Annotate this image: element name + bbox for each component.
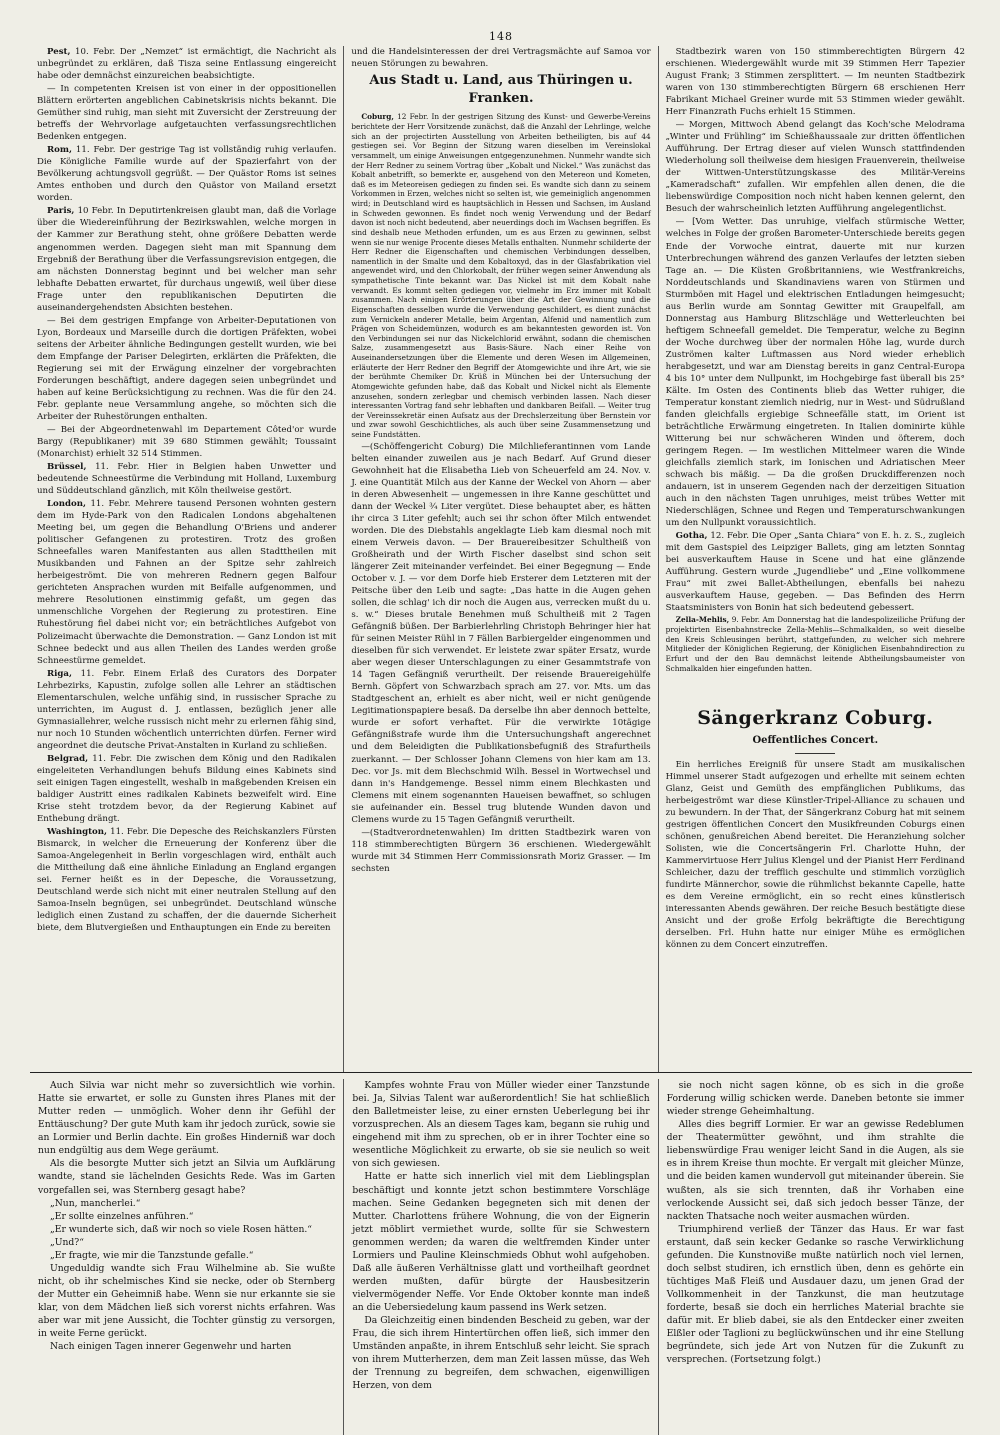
paragraph-text: Nach einigen Tagen innerer Gegenwehr und harten (50, 1341, 292, 1353)
paragraph (666, 216, 965, 529)
paragraph (38, 1223, 335, 1236)
paragraph (38, 1236, 335, 1249)
paragraph-text: 9. Febr. Am Donnerstag hat die landespolizeiliche Prüfung der projektirten Eisenbahnstrecke Zella-Mehlis—Schmalkalden, so weit dieselbe den Kreis Schleusingen berührt, stattgefunden, zu welcher sich mehrere Mitglieder der Königlichen Regierung, der Königlichen Eisenbahndirection zu Erfurt und der den Bau demnächst leitende Abtheilungsbaumeister von Schmalkalden hier eingefunden hatten. (665, 615, 965, 673)
paragraph-text: Da Gleichzeitig einen bindenden Bescheid zu geben, war der Frau, die sich ihrem Hintertürchen offen ließ, sich immer den Umständen anpaßte, in ihrem Entschluß sehr leicht. Sie sprach von ihrem Mutterherzen, dem man Zeit lassen müsse, das Weh der Trennung zu begreifen, dem schwachen, eigenwilligen Herzen, von dem (352, 1315, 650, 1392)
paragraph-text: Kampfes wohnte Frau von Müller wieder einer Tanzstunde bei. Ja, Silvias Talent war außerordentlich! Sie hat schließlich den Balletmeister leise, zu einer ernsten Ueberlegung bei ihr vorzusprechen. Als an diesem Tages kam, begann sie ruhig und eingehend mit ihm zu sprechen, ob er in ihrer Tochter eine so wesentliche Möglichkeit zu erwarte, ob sie sie neulich so weit von sich gewiesen. (352, 1080, 650, 1170)
paragraph (38, 1249, 335, 1262)
paragraph (38, 1340, 335, 1353)
paragraph-text: „Und?“ (50, 1236, 84, 1248)
dateline: Riga, (47, 668, 72, 679)
paragraph-text: „Er fragte, wie mir die Tanzstunde gefalle.“ (50, 1249, 254, 1261)
dateline: Pest, (47, 47, 71, 57)
paragraph-text: — Bei der Abgeordnetenwahl im Departement Côted'or wurde Bargy (Republikaner) mit 39 680 Stimmen gewählt; Toussaint (Monarchist) erhielt 32 514 Stimmen. (37, 424, 337, 460)
paragraph-text: Ungeduldig wandte sich Frau Wilhelmine ab. Sie wußte nicht, ob ihr schelmisches Kind sie necke, oder ob Sternberg der Mutter ein Geheimniß habe. Wenn sie nur erkannte sie sie klar, von dem Mädchen ließ sich vorerst nichts erfahren. Was aber war mit jene Aussicht, die Tochter günstig zu versorgen, in weite Ferne gerückt. (38, 1262, 336, 1340)
paragraph (37, 144, 336, 204)
dateline: Gotha, (675, 531, 708, 542)
dateline: Rom, (47, 145, 72, 156)
news-column-3 (658, 46, 972, 1072)
paragraph (38, 1157, 335, 1196)
dateline: Paris, (47, 206, 75, 217)
concert-heading: Sängerkranz Coburg. (697, 707, 934, 730)
local-news-body (351, 112, 650, 874)
paragraph-text: Triumphirend verließ der Tänzer das Haus. Er war fast erstaunt, daß sein kecker Gedanke so rasche Verwirklichung gefunden. Die Kunstnoviße mußte natürlich noch viel lernen, doch selbst studiren, ich ernstlich üben, denn es gehörte ein tüchtiges Maß Fleiß und Ausdauer dazu, um jenen Grad der Vollkommenheit in der Tanzkunst, die man heutzutage forderte, besaß sie doch ein herrliches Material brachte sie dafür mit. Er blieb dabei, sie als den Entdecker einer zweiten Elßler oder Taglioni zu beglückwünschen und ihr eine Stellung begründete, sich jede Art von Nutzen für die Zukunft zu versprechen. (Fortsetzung folgt.) (666, 1223, 964, 1366)
dateline: Belgrad, (47, 753, 89, 764)
paragraph-text: 11. Febr. Mehrere tausend Personen wohnten gestern dem im Hyde-Park von den Radicalen Londons abgehaltenen Meeting bei, um gegen die Behandlung O'Briens und anderer politischer Gefangenen zu protestiren. Trotz des großen Schneefalles waren Manifestanten aus allen Stadttheilen mit Musikbanden und Fahnen an der Spitze sehr zahlreich herbeigeströmt. Die von mehreren Rednern gegen Balfour gerichteten Ansprachen wurden mit Beifalle aufgenommen, und mehrere Resolutionen einstimmig gefaßt, um gegen das unmenschliche Vorgehen der Regierung zu protestiren. Eine Ruhestörung fiel dabei nicht vor; ein beträchtliches Aufgebot von Polizeimacht überwachte die Demonstration. — Ganz London ist mit Schnee bedeckt und aus allen Theilen des Landes werden große Schneestürme gemeldet. (37, 499, 337, 666)
paragraph-text: 11. Febr. Die zwischen dem König und den Radikalen eingeleiteten Verhandlungen behufs Bildung eines Kabinets sind seit einigen Tagen eingestellt, weshalb in maßgebenden Kreisen ein baldiger Austritt eines radikalen Kabinets bezweifelt wird. Eine Krise steht trotzdem bevor, da der Regierung Kabinet auf Enthebung drängt. (37, 753, 337, 824)
paragraph-text: — Morgen, Mittwoch Abend gelangt das Koch'sche Melodrama „Winter und Frühling“ im Schießhaussaale zur dritten öffentlichen Aufführung. Der Ertrag dieser auf vielen Wunsch stattfindenden Wiederholung soll theilweise dem hiesigen Frauenverein, theilweise der Wittwen-Unterstützungskasse des Militär-Vereins „Kameradschaft“ zufallen. Wir empfehlen allen denen, die die liebenswürdige Composition noch nicht haben kennen gelernt, den Besuch der wahrscheinlich letzten Aufführung angelegentlichst. (665, 120, 965, 215)
paragraph-text: 10. Febr. Der „Nemzet“ ist ermächtigt, die Nachricht als unbegründet zu erklären, daß Tisza seine Entlassung eingereicht habe oder demnächst einzureichen beabsichtigte. (37, 47, 337, 82)
dateline: London, (47, 499, 87, 510)
news-column-1 (30, 46, 343, 1072)
paragraph (37, 668, 336, 752)
paragraph-text: sie noch nicht sagen könne, ob es sich in die große Forderung willig schicken werde. Daneben betonte sie immer wieder strenge Geheimhaltung. (666, 1080, 964, 1118)
paragraph-text: 12. Febr. Die Oper „Santa Chiara“ von E. h. z. S., zugleich mit dem Gastspiel des Leipziger Ballets, ging am letzten Sonntag bei ausverkauftem Hause in Scene und hat eine glänzende Aufführung. Gestern wurde „Jugendliebe“ und „Eine vollkommene Frau“ mit zwei Ballet-Abtheilungen, ebenfalls bei nahezu ausverkauftem Hause, gegeben. — Das Befinden des Herrn Staatsministers von Bonin hat sich bedeutend gebessert. (665, 531, 965, 614)
paragraph-text: —(Schöffengericht Coburg) Die Milchlieferantinnen vom Lande belten einander zuweilen aus je nach Bedarf. Auf Grund dieser Gewohnheit hat die Elisabetha Lieb von Scheuerfeld am 24. Nov. v. J. eine Quantität Milch aus der Kanne der Weckel von Ahorn — aber in deren Abwesenheit — ungemessen in ihre Kanne geschüttet und dann der Weckel ¾ Liter vergütet. Diese behauptet aber, es hätten ihr circa 3 Liter gefehlt; auch sei ihr schon öfter Milch entwendet worden. Die des Diebstahls angeklagte Lieb kam diesmal noch mit einem Verweis davon. — Der Brauereibesitzer Schultheiß von Großheirath und der Wirth Fischer daselbst sind schon seit längerer Zeit miteinander verfeindet. Bei einer Begegnung — Ende October v. J. — vor dem Dorfe hieb Ersterer dem Letzteren mit der Peitsche über den Leib und sagte: „Das hatte in die Augen gehen sollen, die schlag' ich dir noch die Augen aus, verrecken mußt du u. s. w.“ Dieses brutale Benehmen muß Schultheiß mit 2 Tagen Gefängniß büßen. Der Barbierlehrling Christoph Behringer hier hat für seinen Meister Rühl in 7 Fällen Barbiergelder eingenommen und dieselben für sich verwendet. Er leistete zwar später Ersatz, wurde aber wegen dieser Unterschlagungen zu einer Gesammtstrafe von 14 Tagen Gefängniß verurtheilt. Der reisende Brauereigehülfe Bernh. Göpfert von Schwarzbach sprach am 27. vor. Mts. um das Stadtgeschent an, erhielt es aber nicht, weil er nicht genügende Legitimationspapiere besaß. Da derselbe ihn aber dennoch bettelte, wurde er sofort verhaftet. Für die verwirkte 10tägige Gefängnißstrafe wurde ihm die Untersuchungshaft angerechnet und dem Beleidigten die Publikationsbefugniß des Strafurtheils zuerkannt. — Der Schlosser Johann Clemens von hier kam am 13. Dec. vor Js. mit dem Blechschmid Wilh. Bessel in Wortwechsel und dann in's Handgemenge. Bessel nimm einem Blechkasten und Clemens mit einem sogenannten Haueisen bewaffnet, so schlugen sie aufeinander ein. Bessel trug blutende Wunden davon und Clemens wurde zu 15 Tagen Gefängniß verurtheilt. (351, 441, 651, 825)
paragraph-text: 11. Febr. Die Depesche des Reichskanzlers Fürsten Bismarck, in welcher die Erneuerung der Konferenz über die Samoa-Angelegenheit in Berlin vorgeschlagen wird, enthält auch die Mittheilung daß eine ähnliche Einladung an England ergangen sei. Ferner heißt es in der Depesche, die Voraussetzung, Deutschland werde sich nicht mit einer neutralen Stellung auf den Samoa-Inseln begnügen, sei unbegründet. Deutschland wünsche lediglich einen Zustand zu schaffen, der die dauernde Sicherheit biete, dem Blutvergießen und Enthauptungen ein Ende zu bereiten (37, 827, 337, 934)
paragraph-text: Stadtbezirk waren von 150 stimmberechtigten Bürgern 42 erschienen. Wiedergewählt wurde mit 39 Stimmen Herr Tapezier August Frank; 3 Stimmen zersplittert. — Im neunten Stadtbezirk waren von 130 stimmberechtigten Bürgern 68 erschienen Herr Fabrikant Michael Greiner wurde mit 53 Stimmen wieder gewählt. Herr Finanzrath Fuchs erhielt 15 Stimmen. (665, 47, 965, 118)
paragraph (666, 530, 965, 614)
samoa-continuation: und die Handelsinteressen der drei Vertragsmächte auf Samoa vor neuen Störungen zu bewahren. (351, 47, 651, 70)
concert-review: Ein herrliches Ereigniß für unsere Stadt am musikalischen Himmel unserer Stadt aufgezogen und erhellte mit seinem echten Glanz, Geist und Gemüth des empfänglichen Publikums, das herbeigeströmt war diese Künstler-Tripel-Alliance zu schauen und zu bewundern. In der That, der Sängerkranz Coburg hat mit seinem gestrigen öffentlichen Concert den Musikfreunden Coburgs einen schönen, genußreichen Abend bereitet. Die Heranziehung solcher Solisten, wie die Concertsängerin Frl. Charlotte Huhn, der Kammervirtuose Herr Julius Klengel und der Pianist Herr Ferdinand Schleicher, dazu der trefflich geschulte und stimmlich vorzüglich fundirte Männerchor, sowie die rühmlichst bekannte Capelle, hatte es dem Vereine ermöglicht, ein so recht eines künstlerisch interessanten Abends gewähren. Der reiche Besuch bestätigte diese Ansicht und der große Erfolg bekräftigte die Berechtigung derselben. Frl. Huhn hatte nur einiger Mühe es ermöglichen können zu dem Concert einzutreffen. (665, 759, 965, 951)
feuilleton-column-2 (343, 1079, 657, 1435)
paragraph (37, 826, 336, 934)
paragraph-text: 11. Febr. Der gestrige Tag ist vollständig ruhig verlaufen. Die Königliche Familie wurde auf der Spazierfahrt von der Bevölkerung achtungsvoll gegrüßt. — Der Quästor Roms ist seines Amtes enthoben und durch den Quästor von Mailand ersetzt worden. (37, 145, 337, 204)
paragraph-text: — [Vom Wetter. Das unruhige, vielfach stürmische Wetter, welches in Folge der großen Barometer-Unterschiede bereits gegen Ende der Vorwoche eintrat, dauerte mit nur kurzen Unterbrechungen während des ganzen Verlaufes der letzten sieben Tage an. — Die Küsten Großbritanniens, wie Westfrankreichs, Norddeutschlands und Skandinaviens waren von Stürmen und Sturmböen mit Hagel und elektrischen Entladungen heimgesucht; aus Berlin wurde am Sonntag Gewitter mit Graupelfall, am Donnerstag aus Hamburg Blitzschläge und Wetterleuchten bei heftigem Schneefall gemeldet. Die Temperatur, welche zu Beginn der Woche durchweg über der normalen Höhe lag, wurde durch Zuströmen kalter Luftmassen aus Nord wieder erheblich herabgesetzt, und war am Dienstag bereits in ganz Central-Europa 4 bis 10° unter dem Nullpunkt, im Hochgebirge fast überall bis 25° Kälte. Im Osten des Continents blieb das Wetter ruhiger, die Temperatur konstant ziemlich niedrig, nur in West- und Südrußland fanden gleichfalls ergiebige Schneefälle statt, im Orient ist beträchtliche Erwärmung eingetreten. In Italien dominirte kühle Witterung bei nur schwächeren Winden und öfterem, doch geringem Regen. — Im westlichen Mittelmeer waren die Winde gleichfalls ziemlich stark, im Ionischen und Adriatischen Meer schwach bis mäßig. — Da die großen Druckdifferenzen noch andauern, ist in unserem Gegenden nach der derzeitigen Situation auch in den nächsten Tagen unruhiges, meist trübes Wetter mit Niederschlägen, Schnee und Regen und Temperaturschwankungen um den Nullpunkt voraussichtlich. (665, 217, 965, 529)
feuilleton-column-3 (658, 1079, 972, 1435)
paragraph (352, 1170, 649, 1314)
paragraph (352, 1079, 649, 1170)
paragraph (38, 1197, 335, 1210)
paragraph-text: 12 Febr. In der gestrigen Sitzung des Kunst- und Gewerbe-Vereins berichtete der Herr Vorsitzende zunächst, daß die Anzahl der Lehrlinge, welche sich an der projectirten Ausstellung von Arbeiten betheiligten, bis auf 44 gestiegen sei. Vor Beginn der Sitzung waren dieselben im Vereinslokal versammelt, um einige Anweisungen entgegenzunehmen. Nunmehr wandte sich der Herr Redner zu seinem Vortrag über „Kobalt und Nickel.“ Was zunächst das Kobalt anbetrifft, so bemerkte er, ausgehend von den Metereon und Kometen, daß es im Meteoreisen gediegen zu finden sei. Es wandte sich dann zu seinem Vorkommen in Erzen, welches nicht so selten ist, wie gemeiniglich angenommen wird; in Deutschland wird es hauptsächlich in Hessen und Sachsen, im Ausland in Schweden gewonnen. Es findet noch wenig Verwendung und der Bedarf davon ist noch nicht bedeutend, aber neuerdings doch im Wachsen begriffen. Es sind deshalb neue Methoden erfunden, um es aus Erzen zu gewinnen, selbst wenn sie nur wenige Procente dieses Metalls enthalten. Nunmehr schilderte der Herr Redner die Eigenschaften und chemischen Verbindungen desselben, namentlich in der Smalte und dem Kobaltoxyd, das in der Glasfabrikation viel angewendet wird, und den Chlorkobalt, der früher wegen seiner Anwendung als sympathetische Tinte bekannt war. Das Nickel ist mit dem Kobalt nahe verwandt. Es kommt selten gediegen vor, vielmehr im Erz immer mit Kobalt zusammen. Nach einigen Erörterungen über die Art der Gewinnung und die Eigenschaften desselben wurde die Verwendung geschildert, es dient zunächst zum Vernickeln anderer Metalle, beim Argentan, Alfenid und namentlich zum Prägen von Scheidemünzen, wodurch es am bekanntesten geworden ist. Von den Verbindungen sei nur das Nickelchlorid erwähnt, sodann die chemischen Salze, zusammengesetzt aus Basis-Säure. Nach einer Reihe von Auseinandersetzungen über die Elemente und deren Wesen im Allgemeinen, erläuterte der Herr Redner den Begriff der Atomgewichte und ihre Art, wie sie der berühmte Chemiker Dr. Krüß in München bei der Untersuchung der Atomgewichte gefunden habe, daß das Kobalt und Nickel nicht als Elemente anzusehen, sondern zerlegbar und chemisch verbinden lassen. Nach dieser interessanten Vortrag fand sehr lebhaften und dankbaren Beifall. — Weiter trug der Vereinssekretär einen Aufsatz aus der Drechslerzeitung über Bernstein vor und zwar sowohl Geschichtliches, als auch über seine Zusammensetzung und seine Fundstätten. (351, 112, 651, 440)
paragraph (667, 1223, 964, 1367)
dateline: Brüssel, (47, 462, 87, 473)
paragraph-text: 11. Febr. Hier in Belgien haben Unwetter und bedeutende Schneestürme die Verbindung mit Holland, Luxemburg und Süddeutschland gänzlich, mit Köln theilweise gestört. (37, 462, 337, 497)
paragraph-text: — Bei dem gestrigen Empfange von Arbeiter-Deputationen von Lyon, Bordeaux und Marseille durch die dortigen Präfekten, wobei seitens der Arbeiter ähnliche Bedingungen gestellt wurden, wie bei dem Empfange der Pariser Delegirten, erklärten die Präfekten, die Regierung sei mit der Erwägung einzelner der vorgebrachten Forderungen beschäftigt, andere dagegen seien unbegründet und haben auf keine Berücksichtigung zu rechnen. Was die für den 24. Febr. geplante neue Versammlung angehe, so möchten sich die Arbeiter der Ruhestörungen enthalten. (37, 315, 337, 422)
paragraph-text: 11. Febr. Einem Erlaß des Curators des Dorpater Lehrbezirks, Kapustin, zufolge sollen alle Lehrer an städtischen Elementarschulen, welche unfähig sind, in russischer Sprache zu unterrichten, im August d. J. entlassen, bezüglich jener alle Gymnasiallehrer, welche russisch nicht mehr zu erlernen fähig sind, nur noch 10 Stunden wöchentlich unterrichten dürfen. Ferner wird angeordnet die deutsche Privat-Anstalten in Kurland zu schließen. (37, 668, 337, 751)
paragraph (37, 498, 336, 666)
paragraph (38, 1262, 335, 1340)
paragraph (667, 1118, 964, 1223)
paragraph (666, 119, 965, 215)
paragraph-text: — In competenten Kreisen ist von einer in der oppositionellen Blättern erörterten angeblichen Cabinetskrisis nichts bekannt. Die Gemüther sind ruhig, man sieht mit Zuversicht der Zerstreuung der betreffs der Wehrvorlage aufgetauchten verfassungsrechtlichen Bedenken entgegen. (37, 84, 337, 143)
dateline: Washington, (47, 827, 108, 837)
paragraph (666, 46, 965, 118)
paragraph-text: „Nun, mancherlei.“ (50, 1197, 141, 1209)
local-news-heading: Aus Stadt u. Land, aus Thüringen u. Franken. (369, 73, 633, 107)
feuilleton-section (30, 1073, 972, 1435)
paragraph (352, 1314, 649, 1392)
paragraph (37, 461, 336, 497)
news-column-2 (343, 46, 657, 1072)
paragraph-text: Auch Silvia war nicht mehr so zuversichtlich wie vorhin. Hatte sie erwartet, er solle zu Gunsten ihres Planes mit der Mutter reden — unmöglich. Woher denn ihr Gefühl der Enttäuschung? Der gute Muth kam ihr jedoch zurück, sowie sie an Lormier und Berlin dachte. Ein großes Hinderniß war doch nun endgültig aus dem Wege geräumt. (38, 1080, 336, 1157)
divider (795, 753, 835, 754)
paragraph (38, 1210, 335, 1223)
paragraph (37, 315, 336, 423)
paragraph (37, 46, 336, 82)
paragraph (351, 112, 650, 439)
dateline: Zella-Mehlis, (675, 615, 730, 625)
paragraph (38, 1079, 335, 1157)
paragraph (666, 615, 965, 673)
page-number: 148 (489, 30, 513, 43)
paragraph-text: —(Stadtverordnetenwahlen) Im dritten Stadtbezirk waren von 118 stimmberechtigten Bürgern 36 erschienen. Wiedergewählt wurde mit 34 Stimmen Herr Commissionsrath Moriz Grasser. — Im sechsten (351, 827, 651, 874)
dateline: Coburg, (361, 112, 394, 122)
paragraph-text: 10 Febr. In Deputirtenkreisen glaubt man, daß die Vorlage über die Wiedereinführung der Bezirkswahlen, welche morgen in der Kammer zur Berathung steht, ohne größere Debatten werde angenommen werden. Dagegen sieht man mit Spannung dem Ergebniß der Berathung über die Verfassungsrevision entgegen, die am nächsten Donnerstag beginnt und bei welcher man sehr lebhafte Debatten erwartet, für durchaus ungewiß, weil über diese Frage unter den republikanischen Deputirten die auseinandergehendsten Absichten bestehen. (37, 206, 337, 313)
concert-subheading: Oeffentliches Concert. (752, 734, 879, 746)
news-section (30, 46, 972, 1073)
paragraph (667, 1079, 964, 1118)
paragraph (37, 424, 336, 460)
paragraph-text: „Er sollte einzelnes anführen.“ (50, 1210, 194, 1222)
paragraph (37, 205, 336, 313)
paragraph-text: Hatte er hatte sich innerlich viel mit dem Lieblingsplan beschäftigt und konnte jetzt schon bestimmtere Vorschläge machen. Seine Gedanken begegneten sich mit denen der Mutter. Charlottens frühere Wohnung, die von der Eignerin jetzt möblirt vermiethet wurde, sollte für sie Schwestern genommen werden; da waren die weltfremden Kinder unter Lormiers und Pauline Kleinschmieds Obhut wohl aufgehoben. Daß alle äußeren Verhältnisse glatt und vortheilhaft geordnet werden mußten, dafür bürgte der Hausbesitzerin vielvermögender Neffe. Vor Ende Oktober konnte man indeß an die Uebersiedelung kaum passend ins Werk setzen. (352, 1171, 650, 1314)
paragraph (351, 827, 650, 875)
paragraph-text: „Er wunderte sich, daß wir noch so viele Rosen hätten.“ (50, 1223, 312, 1235)
paragraph-text: Alles dies begriff Lormier. Er war an gewisse Redeblumen der Theatermütter gewöhnt, und ihm strahlte die liebenswürdige Frau weniger leicht Sand in die Augen, als sie es in ihrem Kreise thun mochte. Er vergalt mit gleicher Münze, und die beiden kamen wundervoll gut miteinander überein. Sie wußten, als sie sich trennten, daß ihr Vorhaben eine verlockende Aussicht sei, daß sich jedoch besser Tänze, der nackten Thatsache noch weiter ausmachen würden. (666, 1119, 964, 1222)
paragraph (351, 441, 650, 826)
local-news-continued (666, 46, 965, 673)
paragraph-text: Als die besorgte Mutter sich jetzt an Silvia um Aufklärung wandte, stand sie lächelnden Gesichts Rede. Was im Garten vorgefallen sei, was Sternberg gesagt habe? (38, 1158, 336, 1196)
feuilleton-column-1 (30, 1079, 343, 1435)
paragraph (37, 83, 336, 143)
paragraph (37, 753, 336, 825)
